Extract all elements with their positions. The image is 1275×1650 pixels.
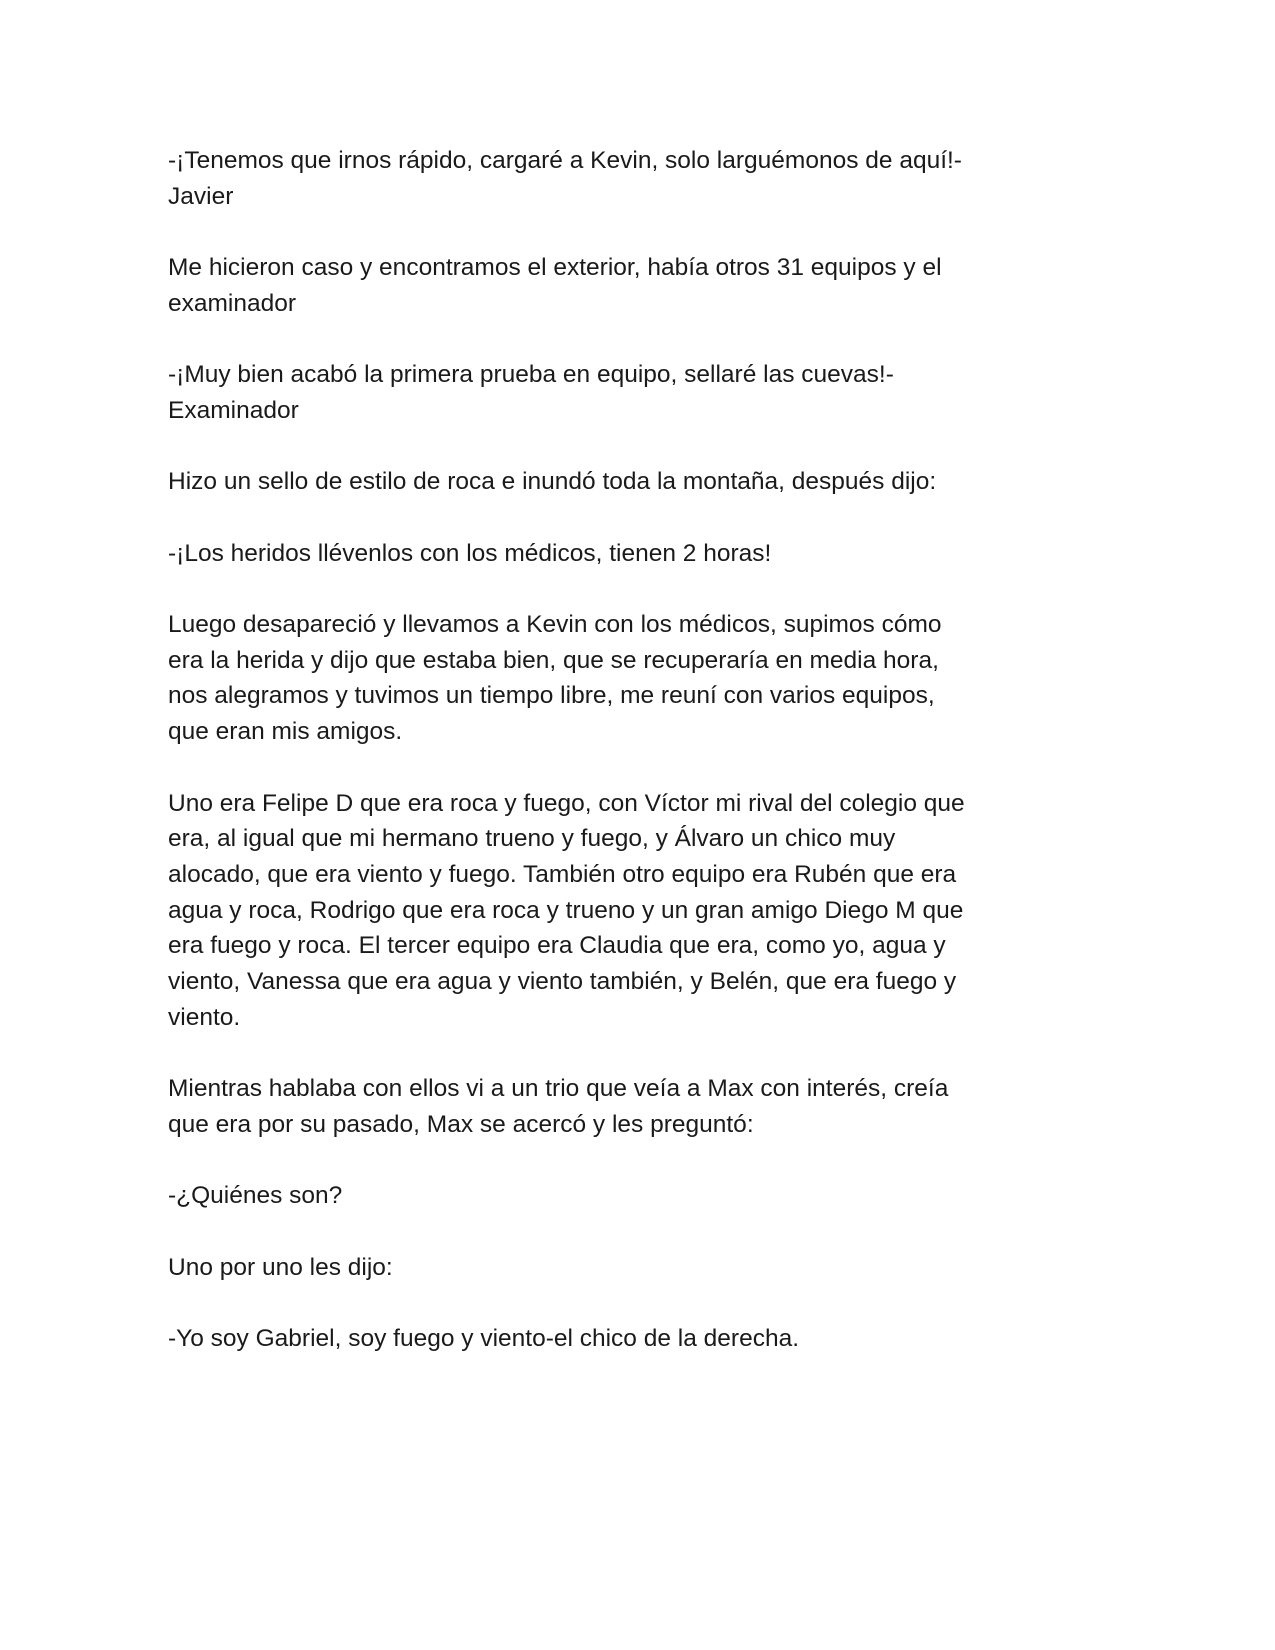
paragraph-6: Luego desapareció y llevamos a Kevin con los médicos, supimos cómo era la herida y dijo que estaba bien, que se recuperaría en media hora, nos alegramos y tuvimos un tiempo libre, me reuní con varios equipos, que eran mis amigos.	[168, 611, 942, 746]
paragraph-11: -Yo soy Gabriel, soy fuego y viento-el chico de la derecha.	[168, 1325, 800, 1353]
paragraph-5: -¡Los heridos llévenlos con los médicos, tienen 2 horas!	[168, 539, 772, 567]
paragraph-3: -¡Muy bien acabó la primera prueba en equipo, sellaré las cuevas!- Examinador	[168, 361, 894, 424]
paragraph-8: Mientras hablaba con ellos vi a un trio que veía a Max con interés, creía que era por su pasado, Max se acercó y les preguntó:	[168, 1075, 949, 1138]
paragraph-1: -¡Tenemos que irnos rápido, cargaré a Kevin, solo larguémonos de aquí!- Javier	[168, 147, 962, 210]
paragraph-4: Hizo un sello de estilo de roca e inundó toda la montaña, después dijo:	[168, 468, 937, 496]
paragraph-9: -¿Quiénes son?	[168, 1182, 343, 1210]
document-body	[168, 143, 1053, 1392]
paragraph-7: Uno era Felipe D que era roca y fuego, con Víctor mi rival del colegio que era, al igual que mi hermano trueno y fuego, y Álvaro un chico muy alocado, que era viento y fuego. También otro equipo era Rubén que era agua y roca, Rodrigo que era roca y trueno y un gran amigo Diego M que era fuego y roca. El tercer equipo era Claudia que era, como yo, agua y viento, Vanessa que era agua y viento también, y Belén, que era fuego y viento.	[168, 789, 965, 1031]
paragraph-10: Uno por uno les dijo:	[168, 1253, 393, 1281]
paragraph-2: Me hicieron caso y encontramos el exterior, había otros 31 equipos y el examinador	[168, 254, 942, 317]
